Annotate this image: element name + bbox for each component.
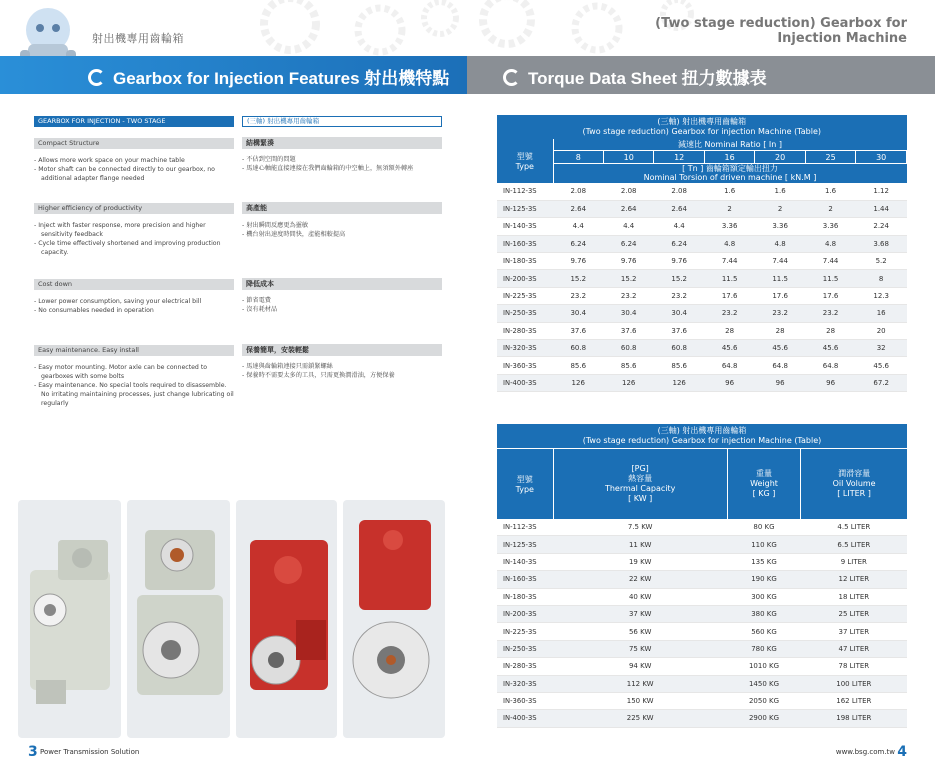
gearbox-photo-1 bbox=[18, 500, 121, 738]
torque-value-cell: 5.2 bbox=[856, 253, 907, 270]
oil-volume-cell: 47 LITER bbox=[801, 640, 907, 657]
thermal-capacity-cell: 75 KW bbox=[553, 640, 727, 657]
table-row bbox=[497, 536, 907, 553]
footer-right-text: www.bsg.com.tw bbox=[835, 748, 896, 756]
torque-value-cell: 60.8 bbox=[553, 340, 603, 357]
page-number-right: 4 bbox=[897, 744, 907, 760]
feature-heading-maintenance: Easy maintenance. Easy install bbox=[34, 345, 234, 356]
refresh-arrow-icon bbox=[88, 69, 105, 86]
type-cell: IN-112-3S bbox=[497, 519, 553, 536]
gearbox-photo-3 bbox=[236, 500, 337, 738]
thermal-capacity-cell: 19 KW bbox=[553, 553, 727, 570]
ratio-cell: 30 bbox=[856, 151, 907, 164]
weight-cell: 110 KG bbox=[727, 536, 800, 553]
thermal-capacity-cell: 94 KW bbox=[553, 658, 727, 675]
ratio-header: 減速比 Nominal Ratio [ In ] bbox=[553, 139, 907, 151]
torque-value-cell: 4.8 bbox=[704, 235, 754, 252]
ratio-cell: 25 bbox=[805, 151, 855, 164]
table-row bbox=[497, 287, 907, 304]
torque-value-cell: 126 bbox=[603, 374, 653, 391]
list-item: - 不佔到空間的問題 bbox=[242, 155, 442, 164]
table-caption: (Two stage reduction) Gearbox for injection Machine (Table) bbox=[497, 127, 907, 139]
torque-value-cell: 15.2 bbox=[603, 270, 653, 287]
type-cell: IN-180-3S bbox=[497, 588, 553, 605]
weight-cell: 380 KG bbox=[727, 605, 800, 622]
features-main-heading: GEARBOX FOR INJECTION - TWO STAGE bbox=[34, 116, 234, 127]
list-item: - Easy maintenance. No special tools required to disassemble. No irritating maintaining processes, just change lubricating oil regularly bbox=[34, 381, 234, 408]
feature-list-maintenance bbox=[34, 363, 234, 408]
torque-value-cell: 96 bbox=[704, 374, 754, 391]
torque-value-cell: 9.76 bbox=[603, 253, 653, 270]
torque-value-cell: 11.5 bbox=[704, 270, 754, 287]
feature-heading-efficiency: Higher efficiency of productivity bbox=[34, 203, 234, 214]
weight-cell: 135 KG bbox=[727, 553, 800, 570]
oil-volume-cell: 162 LITER bbox=[801, 692, 907, 709]
type-cell: IN-125-3S bbox=[497, 536, 553, 553]
table-row bbox=[497, 374, 907, 391]
torque-value-cell: 64.8 bbox=[704, 357, 754, 374]
table-row bbox=[497, 305, 907, 322]
oil-volume-cell: 78 LITER bbox=[801, 658, 907, 675]
feature-list-cost bbox=[34, 297, 234, 315]
list-item: - 沒有耗材品 bbox=[242, 305, 442, 314]
ratio-cell: 8 bbox=[553, 151, 603, 164]
torque-value-cell: 3.68 bbox=[856, 235, 907, 252]
torque-value-cell: 3.36 bbox=[755, 218, 805, 235]
torque-value-cell: 4.8 bbox=[755, 235, 805, 252]
torque-value-cell: 28 bbox=[805, 322, 855, 339]
torque-value-cell: 85.6 bbox=[603, 357, 653, 374]
list-item: - 保養時不需要太多的工具，只需更換潤滑油，方便保養 bbox=[242, 371, 442, 380]
features-band-title: Gearbox for Injection Features 射出機特點 bbox=[88, 64, 449, 89]
type-cell: IN-360-3S bbox=[497, 692, 553, 709]
weight-header: 重量 Weight [ KG ] bbox=[727, 449, 800, 519]
torque-value-cell: 11.5 bbox=[805, 270, 855, 287]
torque-value-cell: 1.6 bbox=[704, 183, 754, 200]
thermal-capacity-cell: 225 KW bbox=[553, 710, 727, 727]
torque-value-cell: 1.12 bbox=[856, 183, 907, 200]
zh-list-efficiency bbox=[242, 221, 442, 239]
table-row bbox=[497, 588, 907, 605]
torque-value-cell: 67.2 bbox=[856, 374, 907, 391]
torque-value-cell: 7.44 bbox=[755, 253, 805, 270]
thermal-capacity-cell: 56 KW bbox=[553, 623, 727, 640]
zh-heading-efficiency: 高產能 bbox=[242, 202, 442, 214]
torque-value-cell: 32 bbox=[856, 340, 907, 357]
type-cell: IN-200-3S bbox=[497, 270, 553, 287]
oil-volume-cell: 100 LITER bbox=[801, 675, 907, 692]
torque-value-cell: 6.24 bbox=[654, 235, 704, 252]
feature-list-efficiency bbox=[34, 221, 234, 257]
thermal-capacity-cell: 11 KW bbox=[553, 536, 727, 553]
list-item: - Motor shaft can be connected directly to our gearbox, no additional adapter flange needed bbox=[34, 165, 234, 183]
zh-list-compact bbox=[242, 155, 442, 173]
torque-value-cell: 64.8 bbox=[805, 357, 855, 374]
thermal-capacity-cell: 150 KW bbox=[553, 692, 727, 709]
torque-value-cell: 15.2 bbox=[553, 270, 603, 287]
torque-value-cell: 12.3 bbox=[856, 287, 907, 304]
weight-cell: 80 KG bbox=[727, 519, 800, 536]
torque-value-cell: 2.24 bbox=[856, 218, 907, 235]
torque-value-cell: 17.6 bbox=[805, 287, 855, 304]
table-row bbox=[497, 253, 907, 270]
torque-value-cell: 3.36 bbox=[704, 218, 754, 235]
weight-cell: 1450 KG bbox=[727, 675, 800, 692]
weight-cell: 190 KG bbox=[727, 571, 800, 588]
torque-value-cell: 17.6 bbox=[755, 287, 805, 304]
torque-value-cell: 45.6 bbox=[755, 340, 805, 357]
right-title-line2: Injection Machine bbox=[777, 31, 907, 46]
torque-value-cell: 23.2 bbox=[805, 305, 855, 322]
left-subtitle: 射出機專用齒輪箱 bbox=[92, 32, 184, 45]
torque-value-cell: 6.24 bbox=[603, 235, 653, 252]
oil-volume-header: 潤滑容量 Oil Volume [ LITER ] bbox=[801, 449, 907, 519]
type-cell: IN-180-3S bbox=[497, 253, 553, 270]
list-item: - 馬達心軸能直接連接在我們齒輪箱的中空軸上，無須額外轉座 bbox=[242, 164, 442, 173]
type-cell: IN-400-3S bbox=[497, 374, 553, 391]
torque-value-cell: 23.2 bbox=[654, 287, 704, 304]
ratio-cell: 12 bbox=[654, 151, 704, 164]
torque-value-cell: 30.4 bbox=[654, 305, 704, 322]
torque-value-cell: 45.6 bbox=[704, 340, 754, 357]
table-row bbox=[497, 340, 907, 357]
footer-left bbox=[28, 744, 139, 760]
feature-heading-compact: Compact Structure bbox=[34, 138, 234, 149]
type-cell: IN-125-3S bbox=[497, 200, 553, 217]
type-cell: IN-160-3S bbox=[497, 571, 553, 588]
ratio-cell: 20 bbox=[755, 151, 805, 164]
torque-value-cell: 20 bbox=[856, 322, 907, 339]
torque-value-cell: 60.8 bbox=[654, 340, 704, 357]
zh-heading-maintenance: 保養簡單，安裝輕鬆 bbox=[242, 344, 442, 356]
torque-value-cell: 4.4 bbox=[553, 218, 603, 235]
features-zh-main-heading: (三軸) 射出機專用齒輪箱 bbox=[242, 116, 442, 127]
oil-volume-cell: 198 LITER bbox=[801, 710, 907, 727]
oil-volume-cell: 4.5 LITER bbox=[801, 519, 907, 536]
weight-cell: 780 KG bbox=[727, 640, 800, 657]
torque-value-cell: 2.64 bbox=[603, 200, 653, 217]
torque-value-cell: 28 bbox=[704, 322, 754, 339]
type-cell: IN-200-3S bbox=[497, 605, 553, 622]
torque-band-title: Torque Data Sheet 扭力數據表 bbox=[503, 64, 767, 89]
type-cell: IN-360-3S bbox=[497, 357, 553, 374]
feature-list-compact bbox=[34, 156, 234, 183]
list-item: - 馬達與齒輪箱連接只需鎖緊螺絲 bbox=[242, 362, 442, 371]
type-cell: IN-160-3S bbox=[497, 235, 553, 252]
refresh-arrow-icon bbox=[503, 69, 520, 86]
list-item: - 射出瞬間反應更為靈敏 bbox=[242, 221, 442, 230]
right-page bbox=[467, 0, 935, 764]
zh-list-cost bbox=[242, 296, 442, 314]
oil-volume-cell: 37 LITER bbox=[801, 623, 907, 640]
table-row bbox=[497, 218, 907, 235]
gearbox-photo-icon bbox=[127, 500, 230, 738]
torque-value-cell: 30.4 bbox=[603, 305, 653, 322]
left-page bbox=[0, 0, 467, 764]
type-cell: IN-320-3S bbox=[497, 675, 553, 692]
thermal-capacity-cell: 22 KW bbox=[553, 571, 727, 588]
type-cell: IN-320-3S bbox=[497, 340, 553, 357]
page-number-left: 3 bbox=[28, 744, 38, 760]
table-row bbox=[497, 553, 907, 570]
torque-value-cell: 85.6 bbox=[553, 357, 603, 374]
weight-cell: 560 KG bbox=[727, 623, 800, 640]
torque-value-cell: 11.5 bbox=[755, 270, 805, 287]
list-item: - 節省電費 bbox=[242, 296, 442, 305]
thermal-capacity-cell: 37 KW bbox=[553, 605, 727, 622]
thermal-capacity-cell: 40 KW bbox=[553, 588, 727, 605]
torque-value-cell: 15.2 bbox=[654, 270, 704, 287]
table-row bbox=[497, 692, 907, 709]
torque-value-cell: 2 bbox=[755, 200, 805, 217]
torque-value-cell: 64.8 bbox=[755, 357, 805, 374]
list-item: - Easy motor mounting. Motor axle can be connected to gearboxes with some bolts bbox=[34, 363, 234, 381]
torque-value-cell: 96 bbox=[805, 374, 855, 391]
footer-left-text: Power Transmission Solution bbox=[39, 748, 140, 756]
torque-value-cell: 1.44 bbox=[856, 200, 907, 217]
torque-value-cell: 4.8 bbox=[805, 235, 855, 252]
torque-value-cell: 2.08 bbox=[603, 183, 653, 200]
table-row bbox=[497, 322, 907, 339]
ratio-row bbox=[497, 151, 907, 164]
type-cell: IN-400-3S bbox=[497, 710, 553, 727]
table-row bbox=[497, 270, 907, 287]
type-header: 型號 Type bbox=[497, 139, 553, 183]
gearbox-photo-icon bbox=[236, 500, 337, 738]
table-row bbox=[497, 357, 907, 374]
gearbox-photo-2 bbox=[127, 500, 230, 738]
type-header: 型號 Type bbox=[497, 449, 553, 519]
list-item: - No consumables needed in operation bbox=[34, 306, 234, 315]
type-cell: IN-225-3S bbox=[497, 623, 553, 640]
type-cell: IN-225-3S bbox=[497, 287, 553, 304]
torque-value-cell: 2 bbox=[704, 200, 754, 217]
torque-value-cell: 23.2 bbox=[603, 287, 653, 304]
weight-cell: 1010 KG bbox=[727, 658, 800, 675]
gearbox-photo-icon bbox=[18, 500, 121, 738]
table-caption: (Two stage reduction) Gearbox for injection Machine (Table) bbox=[497, 436, 907, 449]
type-cell: IN-140-3S bbox=[497, 218, 553, 235]
torque-value-cell: 28 bbox=[755, 322, 805, 339]
gearbox-photo-4 bbox=[343, 500, 445, 738]
oil-volume-cell: 12 LITER bbox=[801, 571, 907, 588]
torque-value-cell: 23.2 bbox=[704, 305, 754, 322]
ratio-cell: 10 bbox=[603, 151, 653, 164]
type-cell: IN-140-3S bbox=[497, 553, 553, 570]
type-cell: IN-112-3S bbox=[497, 183, 553, 200]
torque-value-cell: 1.6 bbox=[755, 183, 805, 200]
torque-value-cell: 4.4 bbox=[654, 218, 704, 235]
gearbox-photo-icon bbox=[343, 500, 445, 738]
table-row bbox=[497, 710, 907, 727]
table-row bbox=[497, 658, 907, 675]
torque-band bbox=[467, 56, 935, 94]
torque-table bbox=[497, 115, 907, 392]
right-title-line1: (Two stage reduction) Gearbox for bbox=[655, 16, 907, 31]
thermal-capacity-cell: 7.5 KW bbox=[553, 519, 727, 536]
torque-value-cell: 2.08 bbox=[553, 183, 603, 200]
torque-header: [ Tn ] 齒輪箱額定輸出扭力 Nominal Torsion of driven machine [ kN.M ] bbox=[553, 164, 907, 184]
torque-value-cell: 126 bbox=[553, 374, 603, 391]
torque-value-cell: 23.2 bbox=[755, 305, 805, 322]
torque-value-cell: 8 bbox=[856, 270, 907, 287]
table-row bbox=[497, 183, 907, 200]
torque-value-cell: 45.6 bbox=[856, 357, 907, 374]
table-caption: (三軸) 射出機專用齒輪箱 bbox=[497, 115, 907, 127]
type-cell: IN-250-3S bbox=[497, 640, 553, 657]
torque-value-cell: 6.24 bbox=[553, 235, 603, 252]
torque-value-cell: 2.64 bbox=[654, 200, 704, 217]
zh-heading-cost: 降低成本 bbox=[242, 278, 442, 290]
torque-value-cell: 96 bbox=[755, 374, 805, 391]
zh-heading-compact: 結構緊湊 bbox=[242, 137, 442, 149]
torque-value-cell: 85.6 bbox=[654, 357, 704, 374]
oil-volume-cell: 25 LITER bbox=[801, 605, 907, 622]
list-item: - Inject with faster response, more precision and higher sensitivity feedback bbox=[34, 221, 234, 239]
torque-value-cell: 17.6 bbox=[704, 287, 754, 304]
torque-value-cell: 2.08 bbox=[654, 183, 704, 200]
thermal-capacity-cell: 112 KW bbox=[553, 675, 727, 692]
features-band bbox=[0, 56, 467, 94]
torque-value-cell: 16 bbox=[856, 305, 907, 322]
table-row bbox=[497, 605, 907, 622]
torque-value-cell: 2.64 bbox=[553, 200, 603, 217]
table-row bbox=[497, 519, 907, 536]
weight-cell: 300 KG bbox=[727, 588, 800, 605]
table-row bbox=[497, 675, 907, 692]
torque-value-cell: 1.6 bbox=[805, 183, 855, 200]
list-item: - Lower power consumption, saving your electrical bill bbox=[34, 297, 234, 306]
torque-value-cell: 3.36 bbox=[805, 218, 855, 235]
torque-value-cell: 23.2 bbox=[553, 287, 603, 304]
footer-right bbox=[836, 744, 907, 760]
torque-value-cell: 37.6 bbox=[654, 322, 704, 339]
torque-value-cell: 37.6 bbox=[603, 322, 653, 339]
oil-volume-cell: 9 LITER bbox=[801, 553, 907, 570]
torque-value-cell: 7.44 bbox=[704, 253, 754, 270]
weight-cell: 2050 KG bbox=[727, 692, 800, 709]
torque-value-cell: 4.4 bbox=[603, 218, 653, 235]
capacity-table bbox=[497, 424, 907, 728]
torque-value-cell: 60.8 bbox=[603, 340, 653, 357]
table-row bbox=[497, 235, 907, 252]
right-title bbox=[647, 16, 907, 46]
torque-value-cell: 9.76 bbox=[553, 253, 603, 270]
feature-heading-cost: Cost down bbox=[34, 279, 234, 290]
oil-volume-cell: 6.5 LITER bbox=[801, 536, 907, 553]
list-item: - 機台射出速度時間快，產能相較提高 bbox=[242, 230, 442, 239]
zh-list-maintenance bbox=[242, 362, 442, 380]
ratio-cell: 16 bbox=[704, 151, 754, 164]
torque-value-cell: 2 bbox=[805, 200, 855, 217]
list-item: - Allows more work space on your machine table bbox=[34, 156, 234, 165]
table-row bbox=[497, 200, 907, 217]
torque-value-cell: 9.76 bbox=[654, 253, 704, 270]
table-row bbox=[497, 623, 907, 640]
thermal-capacity-header: [PG] 熱容量 Thermal Capacity [ KW ] bbox=[553, 449, 727, 519]
table-caption: (三軸) 射出機專用齒輪箱 bbox=[497, 424, 907, 436]
torque-value-cell: 45.6 bbox=[805, 340, 855, 357]
torque-value-cell: 30.4 bbox=[553, 305, 603, 322]
type-cell: IN-280-3S bbox=[497, 322, 553, 339]
torque-value-cell: 37.6 bbox=[553, 322, 603, 339]
weight-cell: 2900 KG bbox=[727, 710, 800, 727]
torque-value-cell: 7.44 bbox=[805, 253, 855, 270]
type-cell: IN-280-3S bbox=[497, 658, 553, 675]
type-cell: IN-250-3S bbox=[497, 305, 553, 322]
torque-value-cell: 126 bbox=[654, 374, 704, 391]
oil-volume-cell: 18 LITER bbox=[801, 588, 907, 605]
table-row bbox=[497, 640, 907, 657]
list-item: - Cycle time effectively shortened and improving production capacity. bbox=[34, 239, 234, 257]
gear-background-icon bbox=[230, 0, 460, 56]
table-row bbox=[497, 571, 907, 588]
